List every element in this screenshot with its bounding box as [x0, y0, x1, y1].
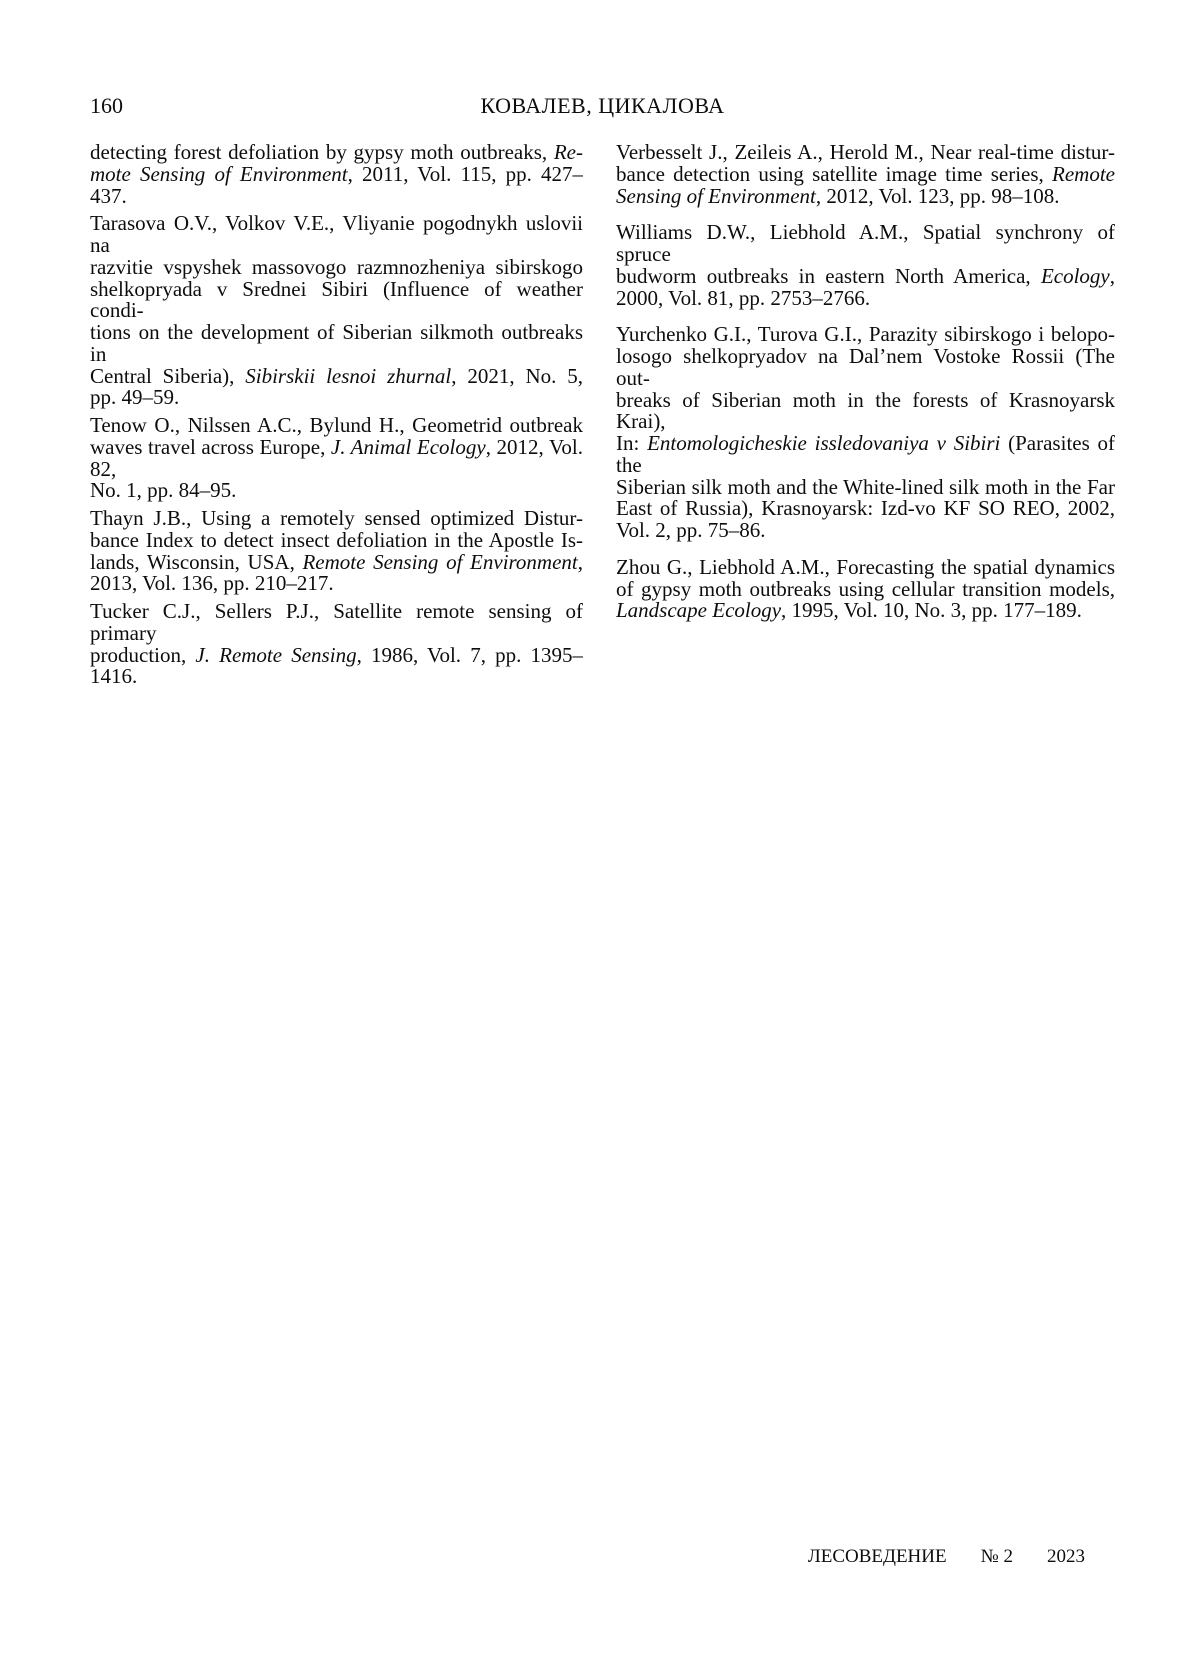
reference-line	[616, 600, 1115, 622]
reference-entry	[616, 142, 1115, 207]
reference-line	[616, 263, 1115, 288]
reference-line	[90, 363, 583, 388]
reference-line	[90, 415, 583, 437]
reference-entry	[90, 601, 583, 688]
reference-text: ,	[1109, 263, 1115, 288]
reference-line	[616, 324, 1115, 346]
reference-text: Yurchenko G.I., Turova G.I., Parazity sibirskogo i belopo-	[616, 322, 1115, 347]
reference-text: East of Russia), Krasnoyarsk: Izd-vo KF SO REO, 2002,	[616, 496, 1115, 521]
reference-text: shelkopryada v Srednei Sibiri (Influence of weather condi-	[90, 276, 583, 323]
reference-line	[90, 213, 583, 257]
reference-entry	[90, 213, 583, 409]
reference-entry	[616, 324, 1115, 542]
journal-title-text: Sensing of Environment	[616, 183, 816, 208]
page-header	[90, 95, 1115, 121]
journal-footer	[808, 1546, 1085, 1568]
reference-text: ,	[577, 549, 583, 574]
page-number: 160	[90, 93, 123, 118]
reference-text: razvitie vspyshek massovogo razmnozheniya sibirskogo	[90, 254, 583, 279]
references-column-right	[616, 142, 1115, 688]
reference-line	[616, 161, 1115, 186]
journal-title-text: J. Animal Ecology	[330, 434, 486, 459]
reference-line	[90, 276, 583, 323]
reference-text: Tenow O., Nilssen A.C., Bylund H., Geometrid outbreak	[90, 413, 583, 437]
reference-line	[616, 576, 1115, 601]
reference-line	[90, 527, 583, 552]
journal-title-text: Remote	[1052, 161, 1115, 186]
reference-text: No. 1, pp. 84–95.	[90, 478, 237, 503]
reference-line	[90, 387, 583, 409]
reference-line	[90, 549, 583, 574]
reference-text: Tucker C.J., Sellers P.J., Satellite remote sensing of primary	[90, 599, 583, 645]
reference-line	[616, 433, 1115, 477]
reference-line	[616, 498, 1115, 520]
reference-line	[616, 554, 1115, 579]
reference-line	[90, 480, 583, 502]
reference-line	[616, 285, 1115, 310]
reference-line	[616, 346, 1115, 390]
reference-entry	[616, 222, 1115, 309]
reference-entry	[90, 508, 583, 595]
reference-line	[90, 508, 583, 530]
reference-text: production,	[90, 642, 196, 667]
footer-publication-year: 2023	[1047, 1546, 1085, 1567]
reference-text: bance detection using satellite image time series,	[616, 161, 1053, 186]
journal-title-text: Remote Sensing of Environment	[302, 549, 578, 574]
reference-line	[90, 161, 583, 208]
reference-text: Siberian silk moth and the White-lined silk moth in the Far	[616, 474, 1115, 499]
reference-text: tions on the development of Siberian silkmoth outbreaks in	[90, 320, 583, 366]
footer-journal-title: ЛЕСОВЕДЕНИЕ	[807, 1546, 947, 1567]
reference-text: (Parasites of the	[616, 431, 1115, 477]
journal-title-text: Re-	[553, 142, 583, 164]
reference-text: breaks of Siberian moth in the forests of Krasnoyarsk Krai),	[616, 387, 1115, 434]
journal-title-text: Sibirskii lesnoi zhurnal	[245, 363, 452, 388]
references-section	[90, 142, 1115, 688]
reference-text: Tarasova O.V., Volkov V.E., Vliyanie pogodnykh uslovii na	[90, 211, 583, 257]
references-column-left	[90, 142, 583, 688]
reference-text: lands, Wisconsin, USA,	[90, 549, 303, 574]
reference-text: Central Siberia),	[90, 363, 246, 388]
journal-title-text: mote Sensing of Environment	[90, 161, 348, 186]
reference-line	[616, 520, 1115, 542]
reference-text: 2000, Vol. 81, pp. 2753–2766.	[616, 285, 871, 310]
reference-text: , 2021, No. 5,	[451, 363, 583, 388]
footer-issue-number: № 2	[980, 1546, 1013, 1567]
reference-text: , 2011, Vol. 115, pp. 427–437.	[90, 161, 583, 208]
reference-line	[90, 573, 583, 595]
reference-text: Williams D.W., Liebhold A.M., Spatial synchrony of spruce	[616, 220, 1115, 266]
reference-text: Vol. 2, pp. 75–86.	[616, 518, 766, 542]
reference-text: budworm outbreaks in eastern North America,	[616, 263, 1041, 288]
reference-line	[90, 434, 583, 481]
journal-title-text: Landscape Ecology	[616, 598, 782, 623]
reference-text: pp. 49–59.	[90, 385, 180, 410]
reference-text: Thayn J.B., Using a remotely sensed optimized Distur-	[90, 506, 583, 530]
reference-text: 2013, Vol. 136, pp. 210–217.	[90, 571, 334, 596]
reference-line	[90, 142, 583, 164]
reference-line	[616, 222, 1115, 266]
reference-text: detecting forest defoliation by gypsy moth outbreaks,	[90, 142, 554, 164]
journal-title-text: Ecology	[1040, 263, 1110, 288]
reference-text: , 2012, Vol. 82,	[90, 434, 583, 481]
reference-entry	[90, 415, 583, 502]
reference-entry	[616, 554, 1115, 623]
reference-line	[90, 322, 583, 366]
reference-line	[616, 474, 1115, 499]
reference-text: bance Index to detect insect defoliation in the Apostle Is-	[90, 527, 583, 552]
reference-line	[616, 387, 1115, 434]
reference-text: In:	[616, 431, 648, 455]
reference-entry	[90, 142, 583, 207]
reference-line	[616, 142, 1115, 164]
reference-line	[616, 183, 1115, 208]
reference-text: waves travel across Europe,	[90, 434, 331, 459]
reference-text: Verbesselt J., Zeileis A., Herold M., Near real-time distur-	[616, 142, 1115, 164]
reference-line	[90, 254, 583, 279]
journal-title-text: J. Remote Sensing	[195, 642, 357, 667]
reference-text: Zhou G., Liebhold A.M., Forecasting the spatial dynamics	[616, 554, 1115, 579]
reference-text: , 1995, Vol. 10, No. 3, pp. 177–189.	[781, 598, 1082, 623]
reference-text: , 2012, Vol. 123, pp. 98–108.	[815, 183, 1060, 208]
reference-text: of gypsy moth outbreaks using cellular transition models,	[616, 576, 1115, 601]
reference-line	[90, 642, 583, 689]
reference-line	[90, 601, 583, 645]
reference-text: , 1986, Vol. 7, pp. 1395–1416.	[90, 642, 583, 688]
running-title: КОВАЛЕВ, ЦИКАЛОВА	[480, 93, 725, 118]
journal-title-text: Entomologicheskie issledovaniya v Sibiri	[647, 431, 1001, 455]
reference-text: losogo shelkopryadov na Dal’nem Vostoke Rossii (The out-	[616, 344, 1115, 390]
